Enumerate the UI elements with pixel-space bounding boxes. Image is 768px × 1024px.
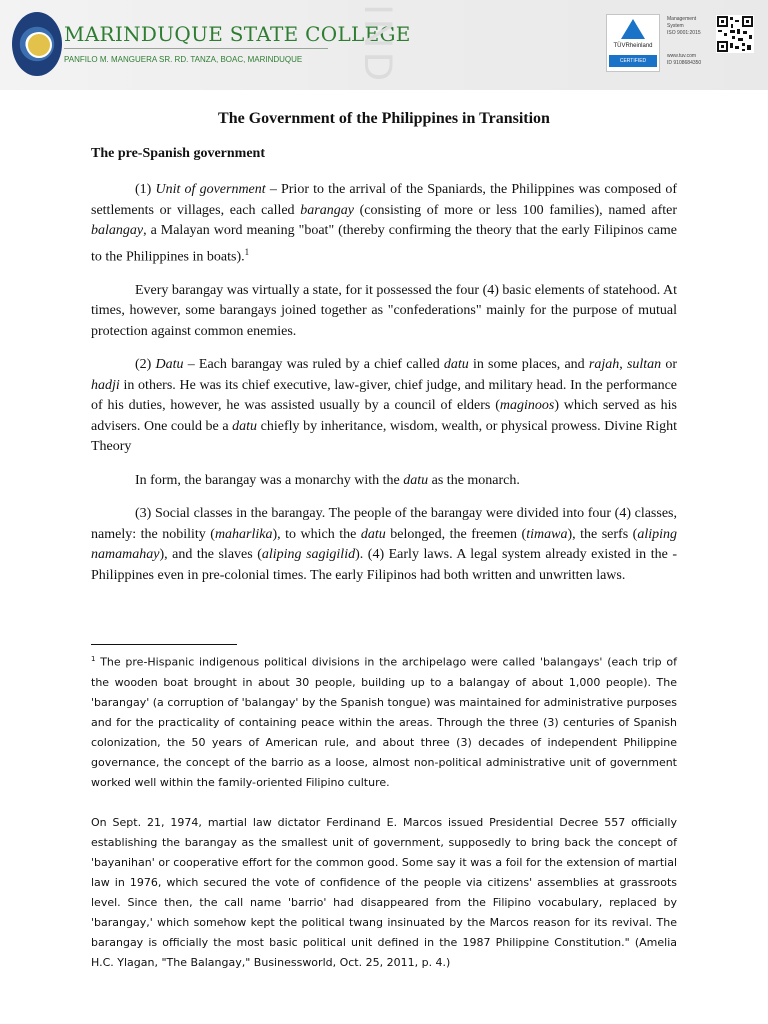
footnote-1: $^1$ The pre-Hispanic indigenous political divisions in the archipelago were called 'balangays' (each trip of the wooden boat brought in about 30 people, building up to a balangay of about 1,000 people). The 'barangay' (a corruption of 'balangay' by the Spanish tongue) was maintained for administrative purposes and for the practicality of containing peace within the areas. Through the three (3) centuries of Spanish colonization, the 50 years of American rule, and about three (3) decades of independent Philippine governance, the concept of the barrio as a loose, almost non-political administrative unit of government worked well within the family-oriented Filipino culture. [91,655,677,789]
cert-badge-label: CERTIFIED [609,55,657,67]
page-title: The Government of the Philippines in Transition [218,110,550,127]
paragraph-unit-of-government: (1) Unit of government – Prior to the arrival of the Spaniards, the Philippines was composed of settlements or villages, each called barangay (consisting of more or less 100 families), named after balangay, a Malayan word meaning "boat" (thereby confirming the theory that the early Filipinos came to the Philippines in boats).$^1$ [91,182,677,265]
paragraph-social-classes: (3) Social classes in the barangay. The people of the barangay were divided into four (4) classes, namely: the nobility (maharlika), to which the datu belonged, the freemen (timawa), the serfs (aliping namamahay), and the slaves (aliping sagigilid). (4) Early laws. A legal system already existed in the - Philippines even in pre-colonial times. The early Filipinos had both written and unwritten laws. [91,506,677,583]
footnote-1-marker: 1 [91,655,96,663]
college-seal-icon [12,12,62,76]
cert-line-1: Management [667,16,697,22]
body-text [91,180,677,586]
letterhead-watermark: IND [356,4,400,85]
tuv-triangle-icon [621,19,645,39]
footnote-reference: 1 [244,246,250,257]
section-heading: The pre-Spanish government [91,146,265,161]
college-name: MARINDUQUE STATE COLLEGE [64,22,411,46]
cert-line-4: www.tuv.com [667,53,697,59]
letterhead-rule [64,48,328,49]
footnote-separator [91,644,237,645]
cert-details [667,16,701,67]
paragraph-monarchy: In form, the barangay was a monarchy with the datu as the monarch. [135,472,520,488]
cert-line-3: ISO 9001:2015 [667,30,701,36]
footnote-1-continued: On Sept. 21, 1974, martial law dictator Ferdinand E. Marcos issued Presidential Decree 557 officially establishing the barangay as the smallest unit of government, supposedly to bring back the concept of 'bayanihan' or cooperative effort for the common good. Some say it was a foil for the extension of martial law in 1976, which secured the vote of confidence of the people via citizens' assemblies at grassroots level. Since then, the call name 'barrio' had disappeared from the Filipino vocabulary, replaced by 'barangay,' which somehow kept the political twang insinuated by the Marcos reason for its revival. The barangay is officially the most basic political unit defined in the 1987 Philippine Constitution." (Amelia H.C. Ylagan, "The Balangay," Businessworld, Oct. 25, 2011, p. 4.) [91,815,677,969]
cert-line-5: ID 9108684350 [667,60,702,66]
letterhead [0,0,768,90]
footnotes [91,649,677,973]
paragraph-barangay-statehood: Every barangay was virtually a state, for it possessed the four (4) basic elements of statehood. At times, however, some barangays joined together as "confederations" mainly for the purpose of mutual protection against common enemies. [91,282,677,339]
college-address: PANFILO M. MANGUERA SR. RD. TANZA, BOAC, MARINDUQUE [64,55,303,64]
tuv-certification-badge [606,14,660,72]
cert-brand: TÜVRheinland [613,43,653,49]
paragraph-datu: (2) Datu – Each barangay was ruled by a chief called datu in some places, and rajah, sultan or hadji in others. He was its chief executive, law-giver, chief judge, and military head. In the performance of his duties, however, he was assisted usually by a council of elders (maginoos) which served as his advisers. One could be a datu chiefly by inheritance, wisdom, wealth, or physical prowess. Divine Right Theory [91,357,678,455]
cert-line-2: System [667,23,684,29]
qr-code-icon [716,15,754,53]
